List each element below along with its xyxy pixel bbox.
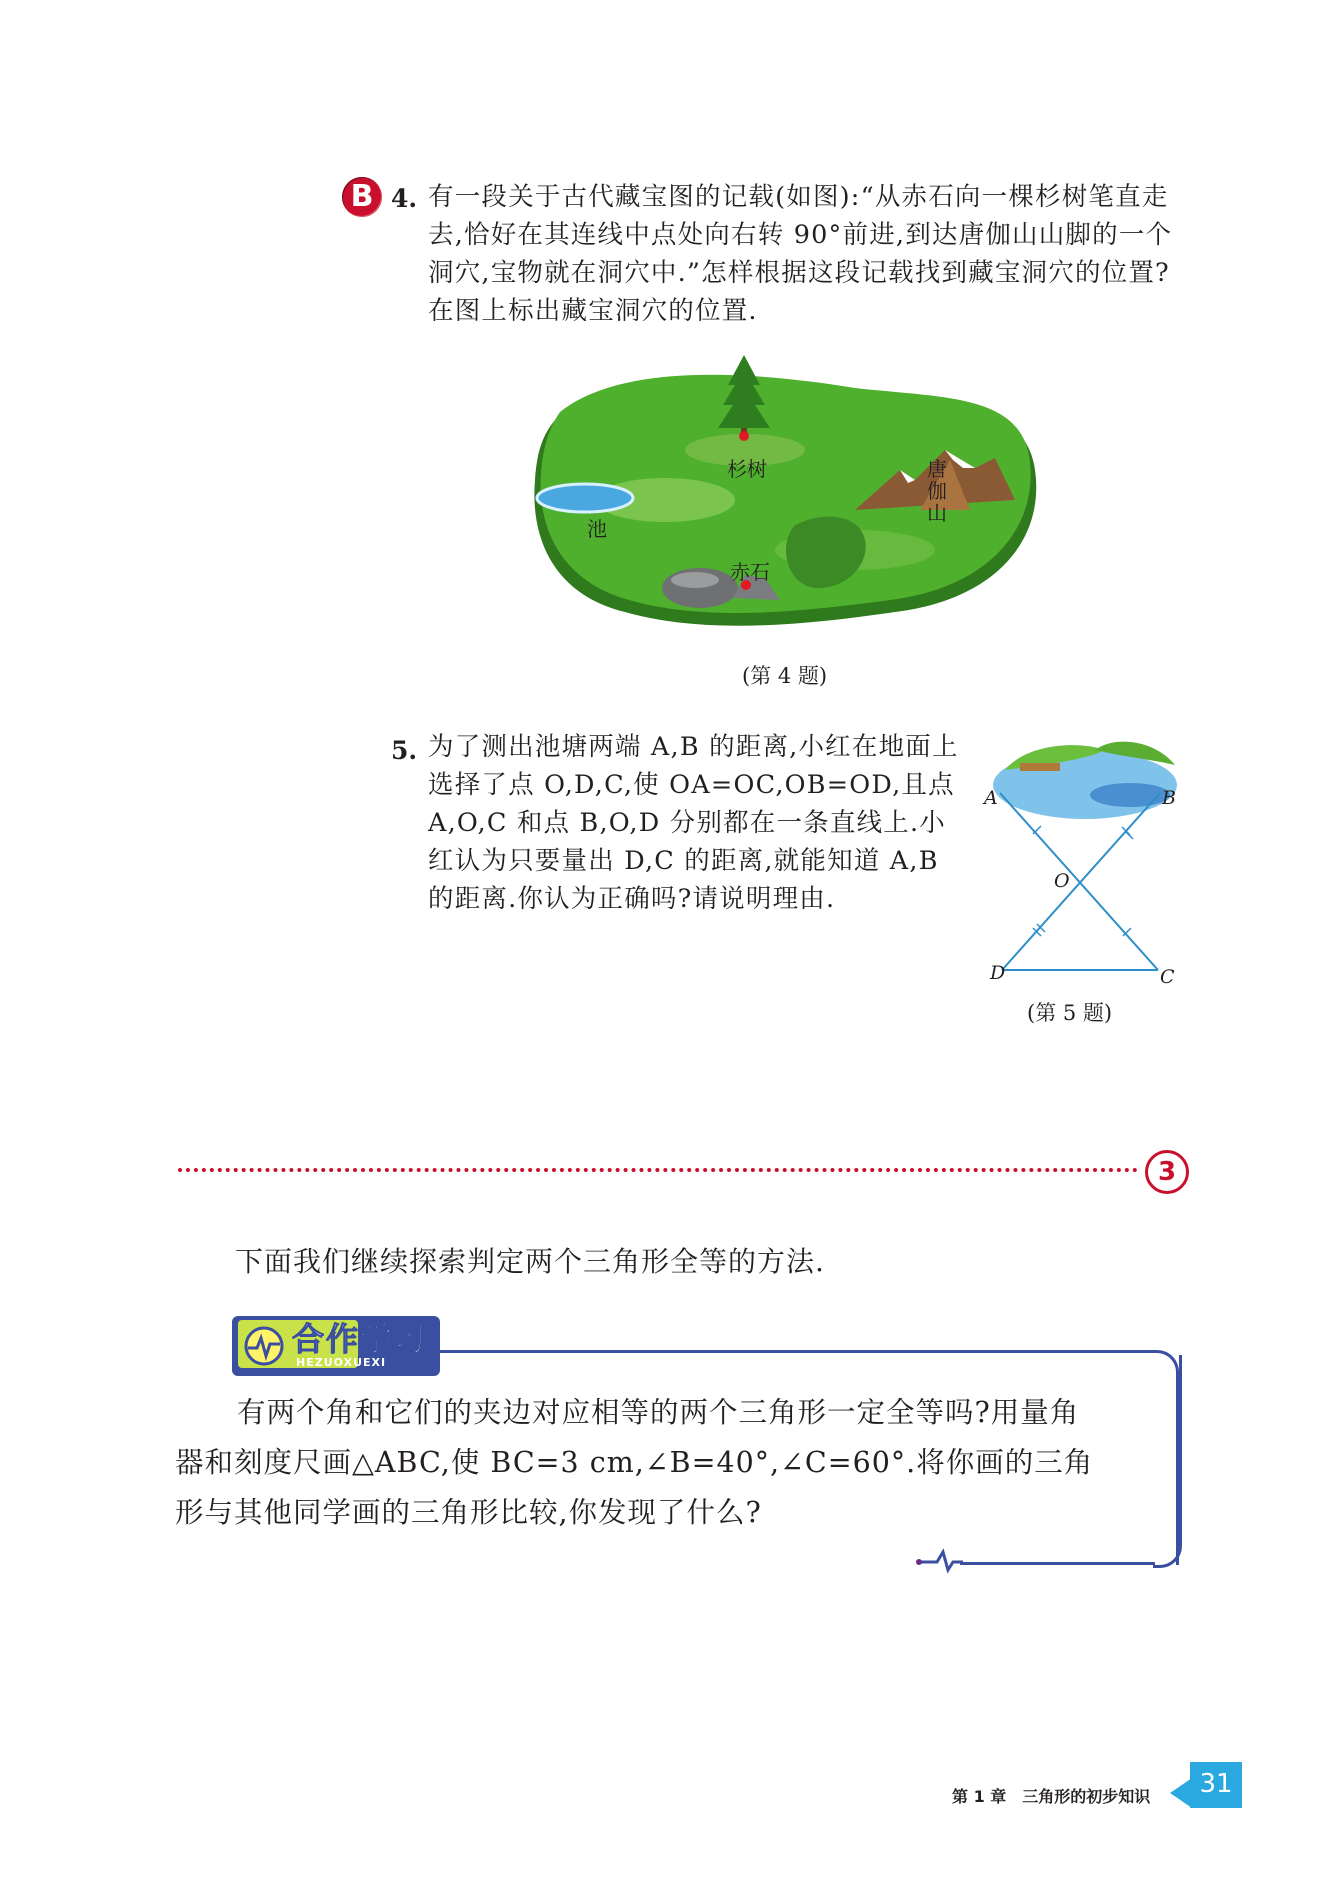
point-label-o: O	[1054, 870, 1070, 892]
coop-subtitle: HEZUOXUEXI	[296, 1356, 387, 1369]
map-label-mountain-2: 伽	[927, 479, 947, 503]
question-4-line: 洞穴,宝物就在洞穴中.”怎样根据这段记载找到藏宝洞穴的位置?	[428, 258, 1170, 288]
map-label-tree: 杉树	[727, 457, 767, 481]
coop-text-line: 形与其他同学画的三角形比较,你发现了什么?	[175, 1496, 762, 1529]
map-label-rock: 赤石	[730, 560, 770, 584]
coop-text-line: 器和刻度尺画△ABC,使 BC=3 cm,∠B=40°,∠C=60°.将你画的三角	[175, 1446, 1094, 1479]
coop-frame-right	[1153, 1355, 1182, 1568]
segment-bo	[1002, 793, 1160, 970]
figure-5-caption: (第 5 题)	[1027, 1001, 1113, 1025]
point-label-d: D	[990, 962, 1006, 984]
coop-text	[175, 1388, 1093, 1538]
point-label-b: B	[1162, 787, 1176, 809]
question-5-line: 为了测出池塘两端 A,B 的距离,小红在地面上	[428, 732, 959, 762]
segment-ao	[1000, 793, 1158, 970]
map-label-pond: 池	[587, 517, 607, 541]
pond	[537, 484, 633, 512]
question-5-line: 红认为只要量出 D,C 的距离,就能知道 A,B	[428, 846, 939, 876]
heartbeat-icon	[242, 1324, 286, 1368]
page-tab-arrow	[1168, 1778, 1192, 1808]
treasure-map-illustration	[525, 350, 1045, 640]
page-number: 31	[1190, 1762, 1242, 1808]
intro-text: 下面我们继续探索判定两个三角形全等的方法.	[235, 1245, 825, 1278]
tick-mark	[1125, 831, 1133, 839]
map-label-mountain-3: 山	[927, 501, 947, 525]
point-label-c: C	[1160, 966, 1175, 988]
pond-triangle-figure	[985, 725, 1180, 990]
level-b-badge: B	[342, 177, 382, 217]
footer-chapter: 第 1 章 三角形的初步知识	[952, 1787, 1151, 1806]
coop-squiggle-icon	[915, 1544, 965, 1574]
tree-point	[739, 431, 749, 441]
map-label-mountain-1: 唐	[927, 457, 947, 481]
question-5-line: A,O,C 和点 B,O,D 分别都在一条直线上.小	[428, 808, 946, 838]
question-5-line: 的距离.你认为正确吗?请说明理由.	[428, 884, 836, 914]
figure-4-caption: (第 4 题)	[742, 664, 828, 688]
coop-text-line: 有两个角和它们的夹边对应相等的两个三角形一定全等吗?用量角	[237, 1396, 1080, 1429]
coop-title: 合作学习	[292, 1320, 429, 1358]
gray-rock-highlight	[671, 572, 719, 588]
pond-bridge	[1020, 763, 1060, 771]
section-number: 3	[1145, 1150, 1189, 1194]
question-4-text	[428, 178, 1172, 330]
question-4-line: 有一段关于古代藏宝图的记载(如图):“从赤石向一棵杉树笔直走	[428, 182, 1169, 212]
section-divider	[178, 1168, 1138, 1172]
question-4-line: 在图上标出藏宝洞穴的位置.	[428, 296, 758, 326]
point-label-a: A	[984, 787, 998, 809]
question-4-line: 去,恰好在其连线中点处向右转 90°前进,到达唐伽山山脚的一个	[428, 220, 1173, 250]
question-4-number: 4.	[391, 184, 418, 213]
question-5-line: 选择了点 O,D,C,使 OA=OC,OB=OD,且点	[428, 770, 955, 800]
question-5-text	[428, 728, 959, 918]
question-5-number: 5.	[391, 736, 418, 765]
coop-frame-bottom	[960, 1562, 1155, 1565]
